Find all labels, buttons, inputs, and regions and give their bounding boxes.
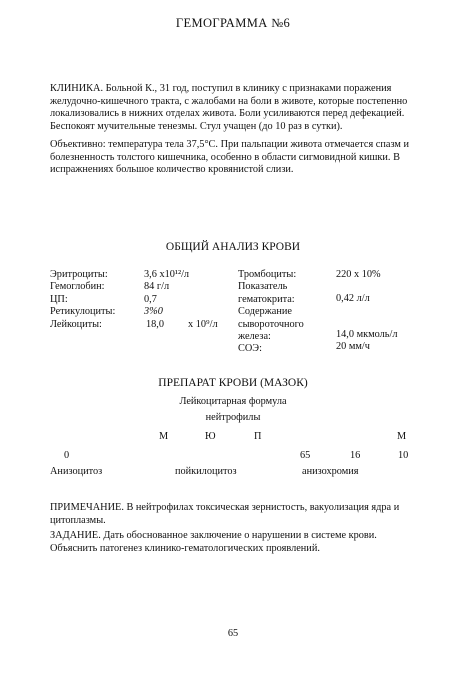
- smear-heading: ПРЕПАРАТ КРОВИ (МАЗОК): [158, 377, 308, 389]
- clinic-line: КЛИНИКА. Больной К., 31 год, поступил в клинику с признаками поражения: [50, 83, 392, 94]
- iron-value: 14,0 мкмоль/л: [336, 329, 398, 340]
- note-line: цитоплазмы.: [50, 514, 106, 526]
- erythrocytes-label: Эритроциты:: [50, 269, 108, 280]
- iron-label-1: Содержание: [238, 306, 292, 318]
- note-line: ПРИМЕЧАНИЕ. В нейтрофилах токсическая зернистость, вакуолизация ядра и: [50, 502, 400, 513]
- col-header-m2: М: [397, 431, 407, 442]
- col-header-m: М: [159, 431, 169, 442]
- clinic-line: желудочно-кишечного тракта, с жалобами на боли в животе, которые постепенно: [50, 95, 408, 107]
- page-number: 65: [227, 628, 239, 639]
- iron-label-2: сывороточного: [238, 318, 304, 330]
- hematocrit-value: 0,42 л/л: [336, 293, 370, 304]
- page-title: ГЕМОГРАММА №6: [175, 16, 291, 30]
- objective-line: Объективно: температура тела 37,5°С. При пальпации живота отмечается спазм и: [50, 139, 409, 150]
- value-16: 16: [350, 450, 361, 461]
- value-65: 65: [300, 450, 311, 461]
- leukocytes-value: 18,0: [146, 318, 165, 330]
- objective-line: болезненность толстого кишечника, особенно в области сигмовидной кишки. В: [50, 151, 400, 163]
- hematocrit-label-1: Показатель: [238, 281, 288, 293]
- color-index-value: 0,7: [144, 293, 157, 305]
- clinic-paragraph: [50, 83, 420, 133]
- reticulocytes-value: 3%0: [144, 306, 163, 318]
- leukocytes-label: Лейкоциты:: [50, 318, 102, 330]
- color-index-label: ЦП:: [50, 293, 68, 305]
- poikilocytosis: пойкилоцитоз: [175, 466, 237, 477]
- hematocrit-label-2: гематокрита:: [238, 293, 295, 305]
- leukocytes-unit: х 10⁹/л: [188, 318, 218, 330]
- blood-left-labels: [50, 269, 115, 331]
- hemoglobin-label: Гемоглобин:: [50, 281, 105, 293]
- formula-label: Лейкоцитарная формула: [179, 396, 287, 407]
- platelets-value: 220 х 10%: [336, 269, 381, 280]
- anisocytosis: Анизоцитоз: [50, 466, 103, 477]
- blood-left-values: [144, 269, 189, 331]
- esr-label: СОЭ:: [238, 343, 262, 355]
- clinic-line: локализовались в нижних отделах живота. Боли усиливаются перед дефекацией.: [50, 108, 405, 120]
- clinic-line: Беспокоят мучительные тенезмы. Стул учащен (до 10 раз в сутки).: [50, 120, 343, 132]
- blood-test-heading: ОБЩИЙ АНАЛИЗ КРОВИ: [165, 241, 301, 253]
- task-paragraph: [50, 530, 420, 555]
- objective-paragraph: [50, 139, 420, 177]
- anisochromia: анизохромия: [302, 466, 359, 477]
- erythrocytes-value: 3,6 х10¹²/л: [144, 269, 190, 280]
- neutrophils-label: нейтрофилы: [205, 412, 261, 423]
- col-header-p: П: [254, 431, 262, 442]
- esr-value: 20 мм/ч: [336, 341, 370, 352]
- platelets-label: Тромбоциты:: [238, 269, 297, 280]
- objective-line: испражнениях большое количество кровянистой слизи.: [50, 164, 294, 176]
- iron-label-3: железа:: [238, 331, 271, 343]
- reticulocytes-label: Ретикулоциты:: [50, 306, 116, 318]
- value-10: 10: [398, 450, 409, 461]
- blood-right-labels: [238, 269, 304, 356]
- col-header-yu: Ю: [205, 431, 216, 442]
- note-paragraph: [50, 502, 420, 527]
- task-line: Объяснить патогенез клинико-гематологических проявлений.: [50, 542, 320, 554]
- hemoglobin-value: 84 г/л: [144, 281, 170, 293]
- task-line: ЗАДАНИЕ. Дать обоснованное заключение о нарушении в системе крови.: [50, 530, 377, 541]
- value-0: 0: [64, 450, 70, 461]
